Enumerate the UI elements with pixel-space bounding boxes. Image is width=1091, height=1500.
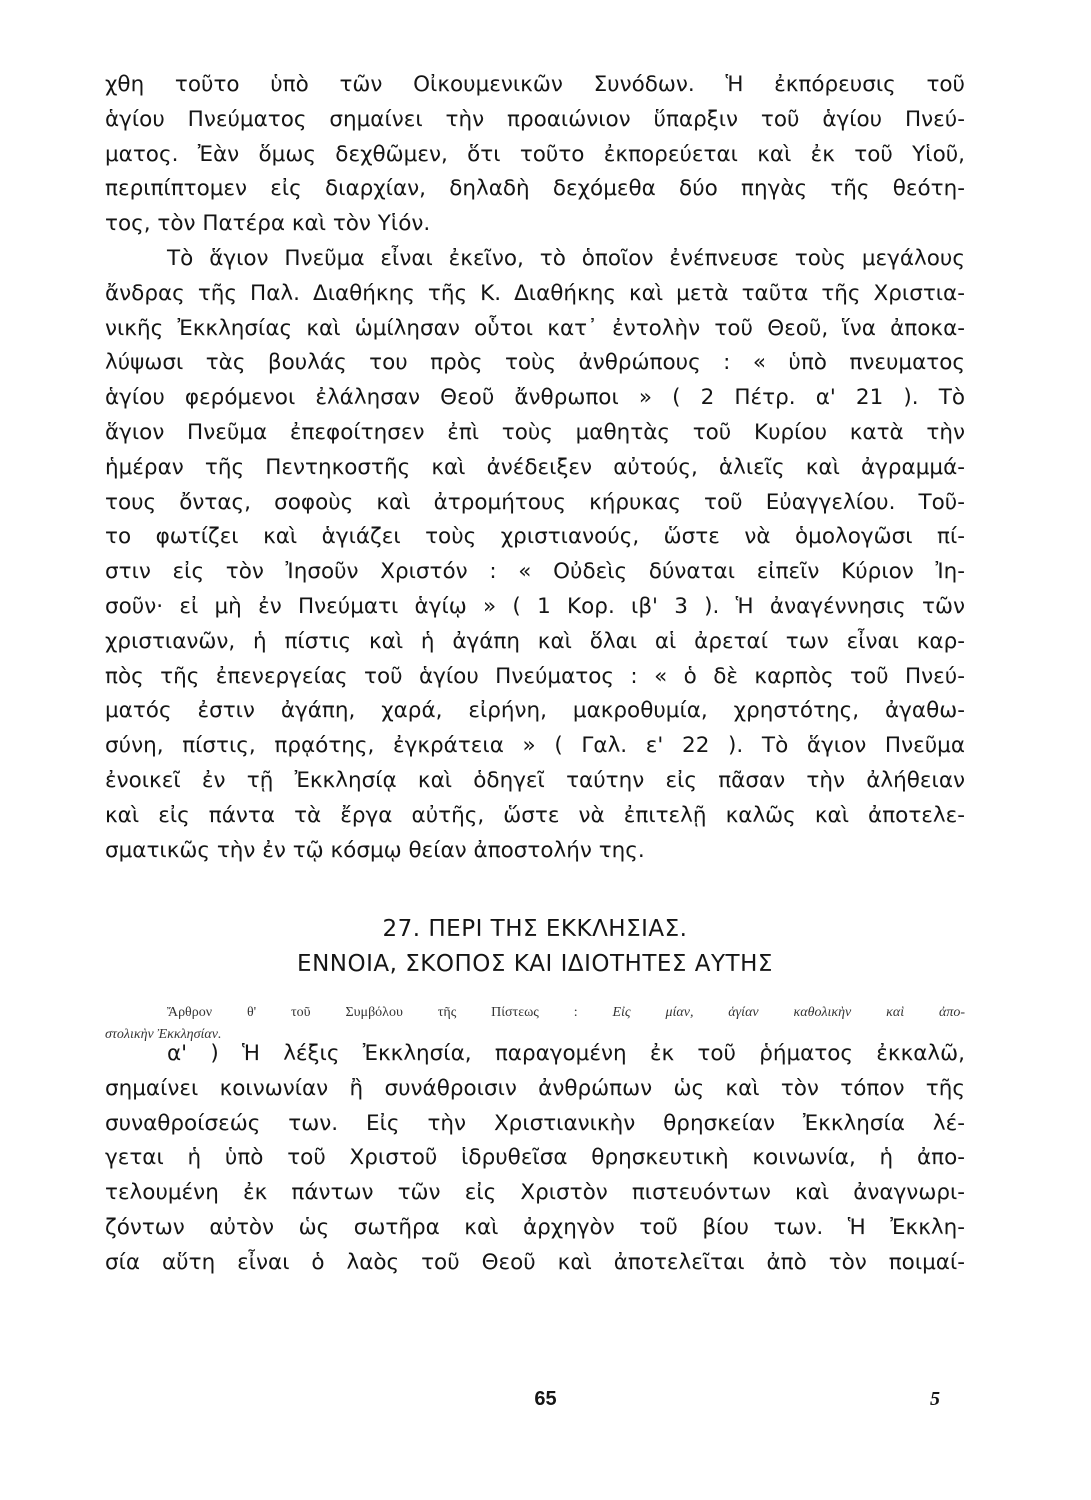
note-line — [105, 1002, 965, 1024]
text-line: ματος. Ἐὰν ὅμως δεχθῶμεν, ὅτι τοῦτο ἐκπορεύεται καὶ ἐκ τοῦ Υἱοῦ, — [105, 141, 965, 167]
note-italic-quote: Εἰς μίαν, ἁγίαν καθολικὴν καὶ ἀπο- — [612, 1005, 965, 1020]
text-line: τος, τὸν Πατέρα καὶ τὸν Υἱόν. — [105, 211, 431, 237]
text-line: νικῆς Ἐκκλησίας καὶ ὡμίλησαν οὗτοι κατ᾽ ἐντολὴν τοῦ Θεοῦ, ἵνα ἀποκα- — [105, 315, 965, 341]
text-line: σματικῶς τὴν ἐν τῷ κόσμῳ θείαν ἀποστολήν της. — [105, 837, 645, 863]
note-prefix: Ἄρθρον θ' τοῦ Συμβόλου τῆς Πίστεως : — [167, 1005, 578, 1020]
text-line: ἡμέραν τῆς Πεντηκοστῆς καὶ ἀνέδειξεν αὐτούς, ἁλιεῖς καὶ ἀγραμμά- — [105, 454, 965, 480]
page-number: 65 — [534, 1388, 557, 1410]
text-line: χθη τοῦτο ὑπὸ τῶν Οἰκουμενικῶν Συνόδων. Ἡ ἐκπόρευσις τοῦ — [105, 72, 965, 97]
text-line: ἁγίου φερόμενοι ἐλάλησαν Θεοῦ ἄνθρωποι » ( 2 Πέτρ. α' 21 ). Τὸ — [105, 385, 965, 411]
text-line: τελουμένη ἐκ πάντων τῶν εἰς Χριστὸν πιστευόντων καὶ ἀναγνωρι- — [105, 1180, 965, 1206]
text-line: ἐνοικεῖ ἐν τῇ Ἐκκλησίᾳ καὶ ὁδηγεῖ ταύτην εἰς πᾶσαν τὴν ἀλήθειαν — [105, 767, 965, 793]
note-italic-quote-end: στολικὴν Ἐκκλησίαν. — [105, 1027, 222, 1042]
signature-mark: 5 — [930, 1388, 940, 1410]
paragraph-holy-spirit — [105, 68, 965, 868]
section-heading-number: 27. ΠΕΡΙ ΤΗΣ ΕΚΚΛΗΣΙΑΣ. — [382, 916, 688, 942]
text-line: το φωτίζει καὶ ἁγιάζει τοὺς χριστιανούς, ὥστε νὰ ὁμολογῶσι πί- — [105, 524, 965, 550]
text-line: α' ) Ἡ λέξις Ἐκκλησία, παραγομένη ἐκ τοῦ ῥήματος ἐκκαλῶ, — [167, 1041, 965, 1066]
paragraph-church-definition — [105, 1037, 965, 1281]
text-line: ἁγίου Πνεύματος σημαίνει τὴν προαιώνιον ὕπαρξιν τοῦ ἁγίου Πνεύ- — [105, 106, 965, 132]
text-line: καὶ εἰς πάντα τὰ ἔργα αὐτῆς, ὥστε νὰ ἐπιτελῇ καλῶς καὶ ἀποτελε- — [105, 802, 965, 828]
text-line: πὸς τῆς ἐπενεργείας τοῦ ἁγίου Πνεύματος : « ὁ δὲ καρπὸς τοῦ Πνεύ- — [105, 663, 965, 689]
text-line: συναθροίσεώς των. Εἰς τὴν Χριστιανικὴν θρησκείαν Ἐκκλησία λέ- — [105, 1110, 965, 1136]
text-line: στιν εἰς τὸν Ἰησοῦν Χριστόν : « Οὐδεὶς δύναται εἰπεῖν Κύριον Ἰη- — [105, 559, 965, 585]
section-heading-title: ΕΝΝΟΙΑ, ΣΚΟΠΟΣ ΚΑΙ ΙΔΙΟΤΗΤΕΣ ΑΥΤΗΣ — [297, 951, 773, 977]
text-line: ἄνδρας τῆς Παλ. Διαθήκης τῆς Κ. Διαθήκης καὶ μετὰ ταῦτα τῆς Χριστια- — [105, 280, 965, 306]
text-line: σοῦν· εἰ μὴ ἐν Πνεύματι ἁγίῳ » ( 1 Κορ. ιβ' 3 ). Ἡ ἀναγέννησις τῶν — [105, 593, 965, 619]
text-line: χριστιανῶν, ἡ πίστις καὶ ἡ ἀγάπη καὶ ὅλαι αἱ ἀρεταί των εἶναι καρ- — [105, 628, 965, 654]
text-line: σημαίνει κοινωνίαν ἢ συνάθροισιν ἀνθρώπων ὡς καὶ τὸν τόπον τῆς — [105, 1075, 965, 1101]
text-line: ἅγιον Πνεῦμα ἐπεφοίτησεν ἐπὶ τοὺς μαθητὰς τοῦ Κυρίου κατὰ τὴν — [105, 419, 965, 445]
text-line: λύψωσι τὰς βουλάς του πρὸς τοὺς ἀνθρώπους : « ὑπὸ πνευματος — [105, 350, 965, 376]
text-line: σία αὕτη εἶναι ὁ λαὸς τοῦ Θεοῦ καὶ ἀποτελεῖται ἀπὸ τὸν ποιμαί- — [105, 1249, 965, 1275]
text-line: περιπίπτομεν εἰς διαρχίαν, δηλαδὴ δεχόμεθα δύο πηγὰς τῆς θεότη- — [105, 176, 965, 202]
text-line: ζόντων αὐτὸν ὡς σωτῆρα καὶ ἀρχηγὸν τοῦ βίου των. Ἡ Ἐκκλη- — [105, 1214, 965, 1240]
text-line: τους ὄντας, σοφοὺς καὶ ἀτρομήτους κήρυκας τοῦ Εὐαγγελίου. Τοῦ- — [105, 489, 965, 515]
text-line: σύνη, πίστις, πρᾳότης, ἐγκράτεια » ( Γαλ. ε' 22 ). Τὸ ἅγιον Πνεῦμα — [105, 733, 965, 759]
text-line: Τὸ ἅγιον Πνεῦμα εἶναι ἐκεῖνο, τὸ ὁποῖον ἐνέπνευσε τοὺς μεγάλους — [167, 245, 965, 271]
text-line: γεται ἡ ὑπὸ τοῦ Χριστοῦ ἱδρυθεῖσα θρησκευτικὴ κοινωνία, ἡ ἀπο- — [105, 1145, 965, 1171]
text-line: ματός ἐστιν ἀγάπη, χαρά, εἰρήνη, μακροθυμία, χρηστότης, ἀγαθω- — [105, 698, 965, 724]
